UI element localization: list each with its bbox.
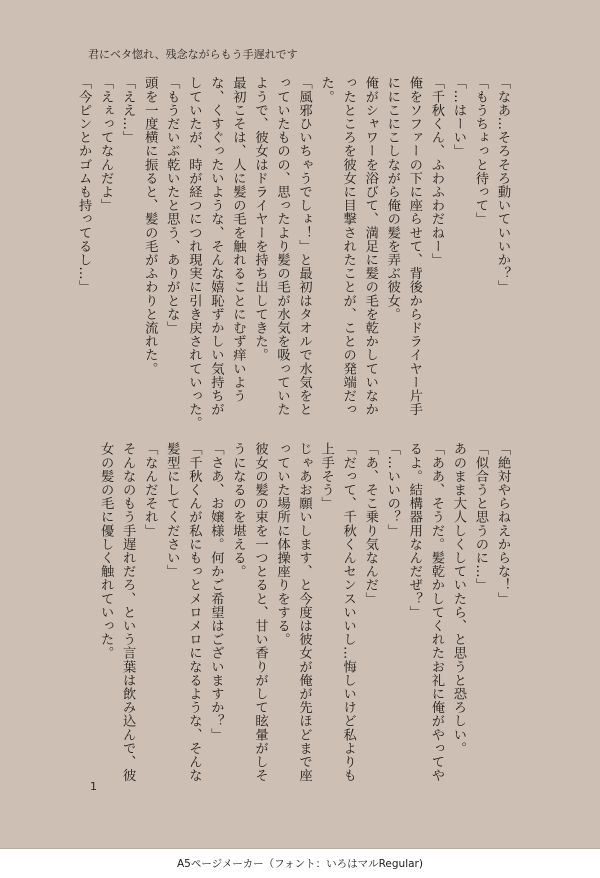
text-line: 「ええ…」: [120, 76, 136, 144]
text-line: た。: [318, 76, 334, 104]
text-line: っていたものの、思ったより髪の毛が水気を吸っていた: [274, 76, 290, 416]
text-line: ににこにこしながら俺の髪を弄ぶ彼女。: [384, 76, 400, 321]
text-line: 「えぇってなんだよ」: [98, 76, 114, 212]
text-line: 頭を一度横に振ると、髪の毛がふわりと流れた。: [142, 76, 158, 376]
text-line: 女の髪の毛に優しく触れていった。: [98, 442, 114, 660]
page-header-title: 君にベタ惚れ、残念ながらもう手遅れです: [88, 48, 298, 61]
text-line: あのまま大人しくしていたら、と思うと恐ろしい。: [450, 442, 466, 755]
text-line: 「だって、千秋くんセンスいいし…悔しいけど私よりも: [340, 442, 356, 782]
text-line: 髪型にしてください」: [164, 442, 180, 578]
text-line: そんなのもう手遅れだろ、という言葉は飲み込んで、彼: [120, 442, 136, 782]
text-line: るよ。結構器用なんだぜ？」: [406, 442, 422, 619]
text-line: 「風邪ひいちゃうでしょ！」と最初はタオルで水気をと: [296, 76, 312, 416]
text-line: 俺をソファーの下に座らせて、背後からドライヤー片手: [406, 76, 422, 416]
text-line: 「もうだいぶ乾いたと思う、ありがとな」: [164, 76, 180, 335]
text-line: っていた場所に体操座りをする。: [274, 442, 290, 646]
text-line: 「今ピンとかゴムも持ってるし…」: [76, 76, 92, 294]
text-line: 「千秋くんが私にもっとメロメロになるような、そんな: [186, 442, 202, 782]
text-line: していたが、時が経つにつれ現実に引き戻されていった。: [186, 76, 202, 430]
text-line: ったところを彼女に目撃されたことが、ことの発端だっ: [340, 76, 356, 416]
text-line: 「千秋くん、ふわふわだねー」: [428, 76, 444, 267]
text-line: 「あ、そこ乗り気なんだ」: [362, 442, 378, 606]
text-line: 「なあ…そろそろ動いていいか？」: [495, 76, 510, 294]
text-line: 「絶対やらねえからな！」: [495, 442, 510, 606]
page-number: 1: [90, 780, 97, 793]
page-maker-credit: A5ページメーカー（フォント：いろはマルRegular): [177, 858, 423, 870]
text-line: 最初こそは、人に髪の毛を触れることにむず痒いよう: [230, 76, 246, 403]
text-line: 上手そう」: [318, 442, 334, 510]
text-line: 俺がシャワーを浴びて、満足に髪の毛を乾かしていなか: [362, 76, 378, 416]
text-line: 「ああ、そうだ。髪乾かしてくれたお礼に俺がやってや: [428, 442, 444, 782]
text-line: 「似合うと思うのに…」: [472, 442, 488, 592]
text-line: ようで、彼女はドライヤーを持ち出してきた。: [252, 76, 268, 362]
text-line: 彼女の髪の束を一つとると、甘い香りがして眩暈がしそ: [252, 442, 268, 782]
text-line: 「もうちょっと待って」: [472, 76, 488, 226]
text-line: な、くすぐったいような、そんな嬉恥ずかしい気持ちが: [208, 76, 224, 416]
text-line: じゃあお願いします、と今度は彼女が俺が先ほどまで座: [296, 442, 312, 782]
text-line: 「なんだそれ」: [142, 442, 158, 538]
text-column-bottom: [83, 442, 513, 782]
text-line: 「…はーい」: [450, 76, 466, 158]
text-line: 「…いいの？」: [384, 442, 400, 538]
text-line: うになるのを堪える。: [230, 442, 246, 578]
text-column-top: [76, 76, 513, 430]
text-line: 「さあ、お嬢様。何かご希望はございますか？」: [208, 442, 224, 742]
